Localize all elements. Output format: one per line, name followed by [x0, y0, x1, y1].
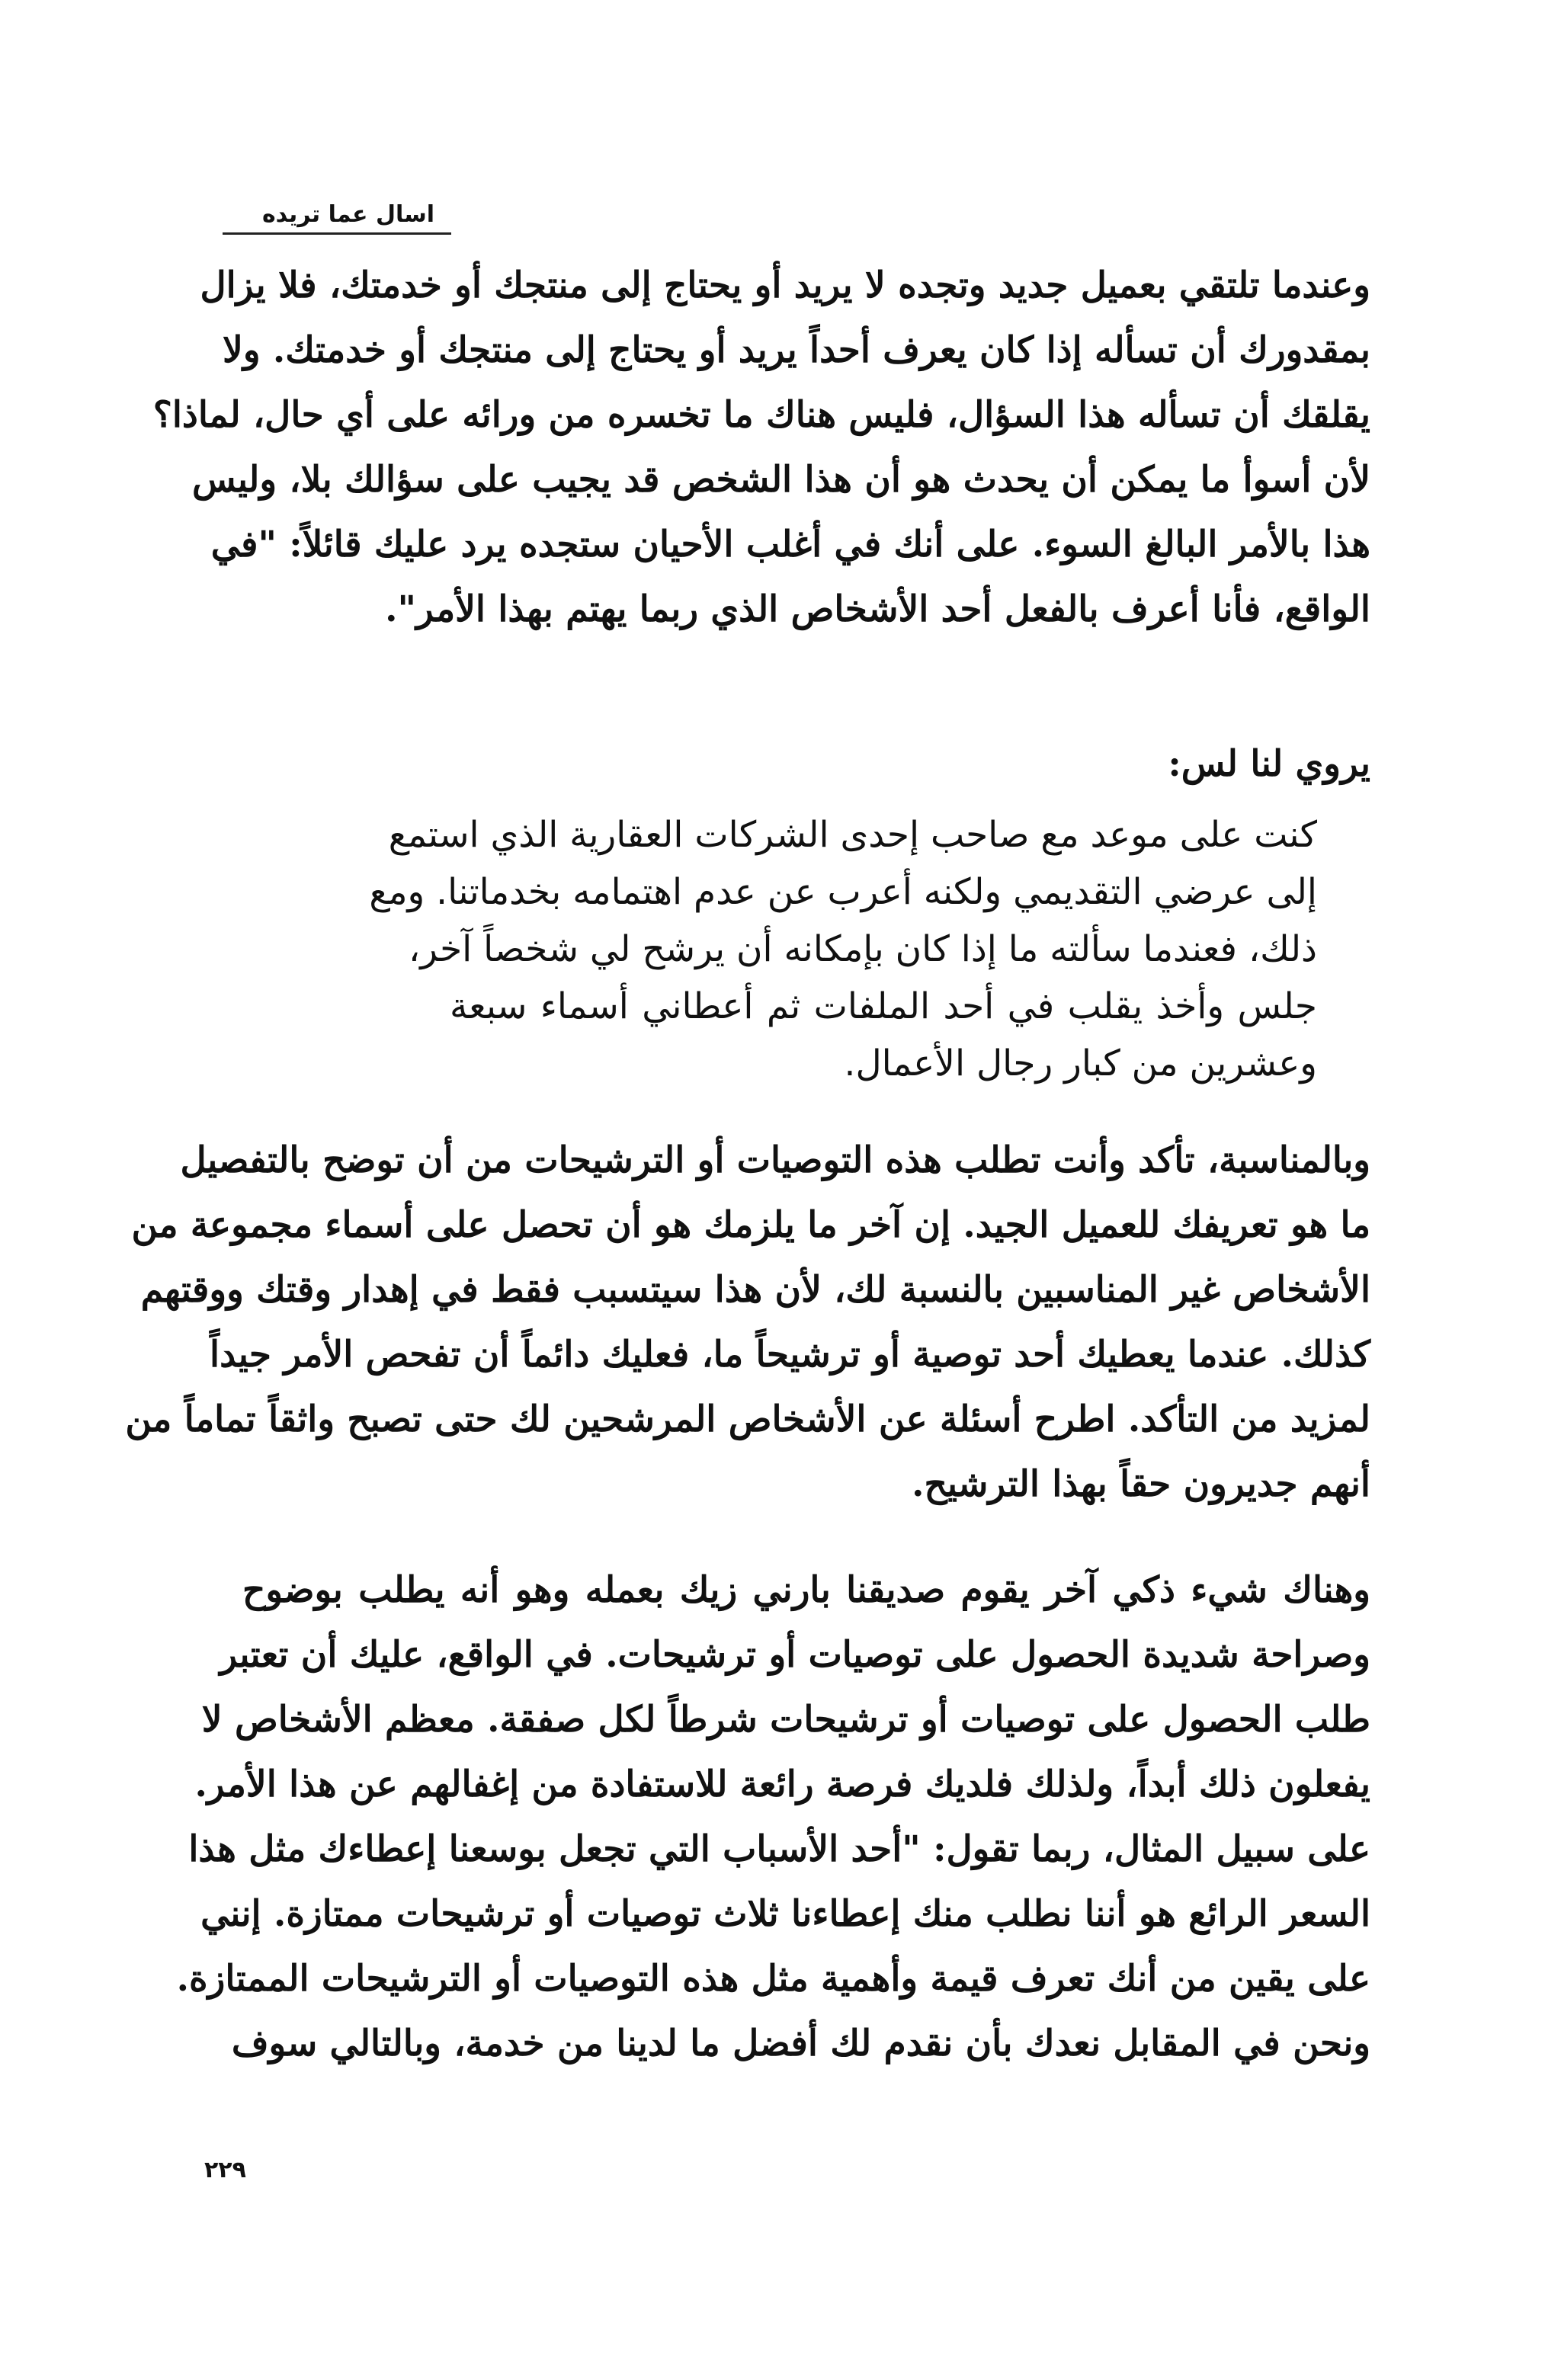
text-line: السعر الرائع هو أننا نطلب منك إعطاءنا ثلاث توصيات أو ترشيحات ممتازة. إنني — [200, 1893, 1370, 1935]
text-line: وهناك شيء ذكي آخر يقوم صديقنا بارني زيك بعمله وهو أنه يطلب بوضوح — [242, 1569, 1370, 1611]
text-line: طلب الحصول على توصيات أو ترشيحات شرطاً لكل صفقة. معظم الأشخاص لا — [201, 1699, 1370, 1741]
text-line: الواقع، فأنا أعرف بالفعل أحد الأشخاص الذي ربما يهتم بهذا الأمر". — [385, 588, 1370, 630]
text-line: جلس وأخذ يقلب في أحد الملفات ثم أعطاني أسماء سبعة — [450, 985, 1317, 1027]
text-line: على يقين من أنك تعرف قيمة وأهمية مثل هذه التوصيات أو الترشيحات الممتازة. — [176, 1958, 1370, 2000]
text-line: وعندما تلتقي بعميل جديد وتجده لا يريد أو يحتاج إلى منتجك أو خدمتك، فلا يزال — [200, 264, 1370, 306]
text-line: كذلك. عندما يعطيك أحد توصية أو ترشيحاً ما، فعليك دائماً أن تفحص الأمر جيداً — [210, 1334, 1370, 1376]
page-number: ٢٢٩ — [204, 2157, 246, 2183]
text-line: وصراحة شديدة الحصول على توصيات أو ترشيحات. في الواقع، عليك أن تعتبر — [220, 1634, 1370, 1676]
running-header: اسال عما تريده — [261, 201, 435, 228]
text-line: كنت على موعد مع صاحب إحدى الشركات العقارية الذي استمع — [388, 814, 1317, 856]
text-line: وعشرين من كبار رجال الأعمال. — [844, 1043, 1317, 1084]
paragraph-2 — [125, 1128, 1370, 1517]
paragraph-1 — [152, 253, 1370, 642]
text-line: يروي لنا لس: — [1168, 743, 1370, 785]
text-line: أنهم جديرون حقاً بهذا الترشيح. — [912, 1463, 1370, 1505]
text-line: الأشخاص غير المناسبين بالنسبة لك، لأن هذا سيتسبب فقط في إهدار وقتك ووقتهم — [140, 1269, 1370, 1311]
text-line: إلى عرضي التقديمي ولكنه أعرب عن عدم اهتمامه بخدماتنا. ومع — [369, 871, 1317, 913]
text-line: لأن أسوأ ما يمكن أن يحدث هو أن هذا الشخص قد يجيب على سؤالك بلا، وليس — [191, 459, 1370, 501]
header-rule — [223, 232, 451, 235]
text-line: ما هو تعريفك للعميل الجيد. إن آخر ما يلزمك هو أن تحصل على أسماء مجموعة من — [131, 1204, 1370, 1246]
text-line: ذلك، فعندما سألته ما إذا كان بإمكانه أن يرشح لي شخصاً آخر، — [409, 928, 1317, 970]
text-line: ونحن في المقابل نعدك بأن نقدم لك أفضل ما لدينا من خدمة، وبالتالي سوف — [231, 2023, 1370, 2064]
text-line: وبالمناسبة، تأكد وأنت تطلب هذه التوصيات أو الترشيحات من أن توضح بالتفصيل — [180, 1139, 1370, 1181]
text-line: يقلقك أن تسأله هذا السؤال، فليس هناك ما تخسره من ورائه على أي حال، لماذا؟ — [152, 394, 1370, 436]
block-quote — [369, 806, 1317, 1092]
text-line: يفعلون ذلك أبداً، ولذلك فلديك فرصة رائعة للاستفادة من إغفالهم عن هذا الأمر. — [194, 1763, 1370, 1805]
text-line: لمزيد من التأكد. اطرح أسئلة عن الأشخاص المرشحين لك حتى تصبح واثقاً تماماً من — [125, 1398, 1370, 1440]
text-line: على سبيل المثال، ربما تقول: "أحد الأسباب التي تجعل بوسعنا إعطاءك مثل هذا — [188, 1828, 1370, 1870]
text-line: بمقدورك أن تسأله إذا كان يعرف أحداً يريد أو يحتاج إلى منتجك أو خدمتك. ولا — [223, 329, 1370, 371]
paragraph-3 — [176, 1558, 1370, 2076]
quote-intro — [242, 732, 1370, 796]
text-line: هذا بالأمر البالغ السوء. على أنك في أغلب الأحيان ستجده يرد عليك قائلاً: "في — [210, 524, 1370, 565]
